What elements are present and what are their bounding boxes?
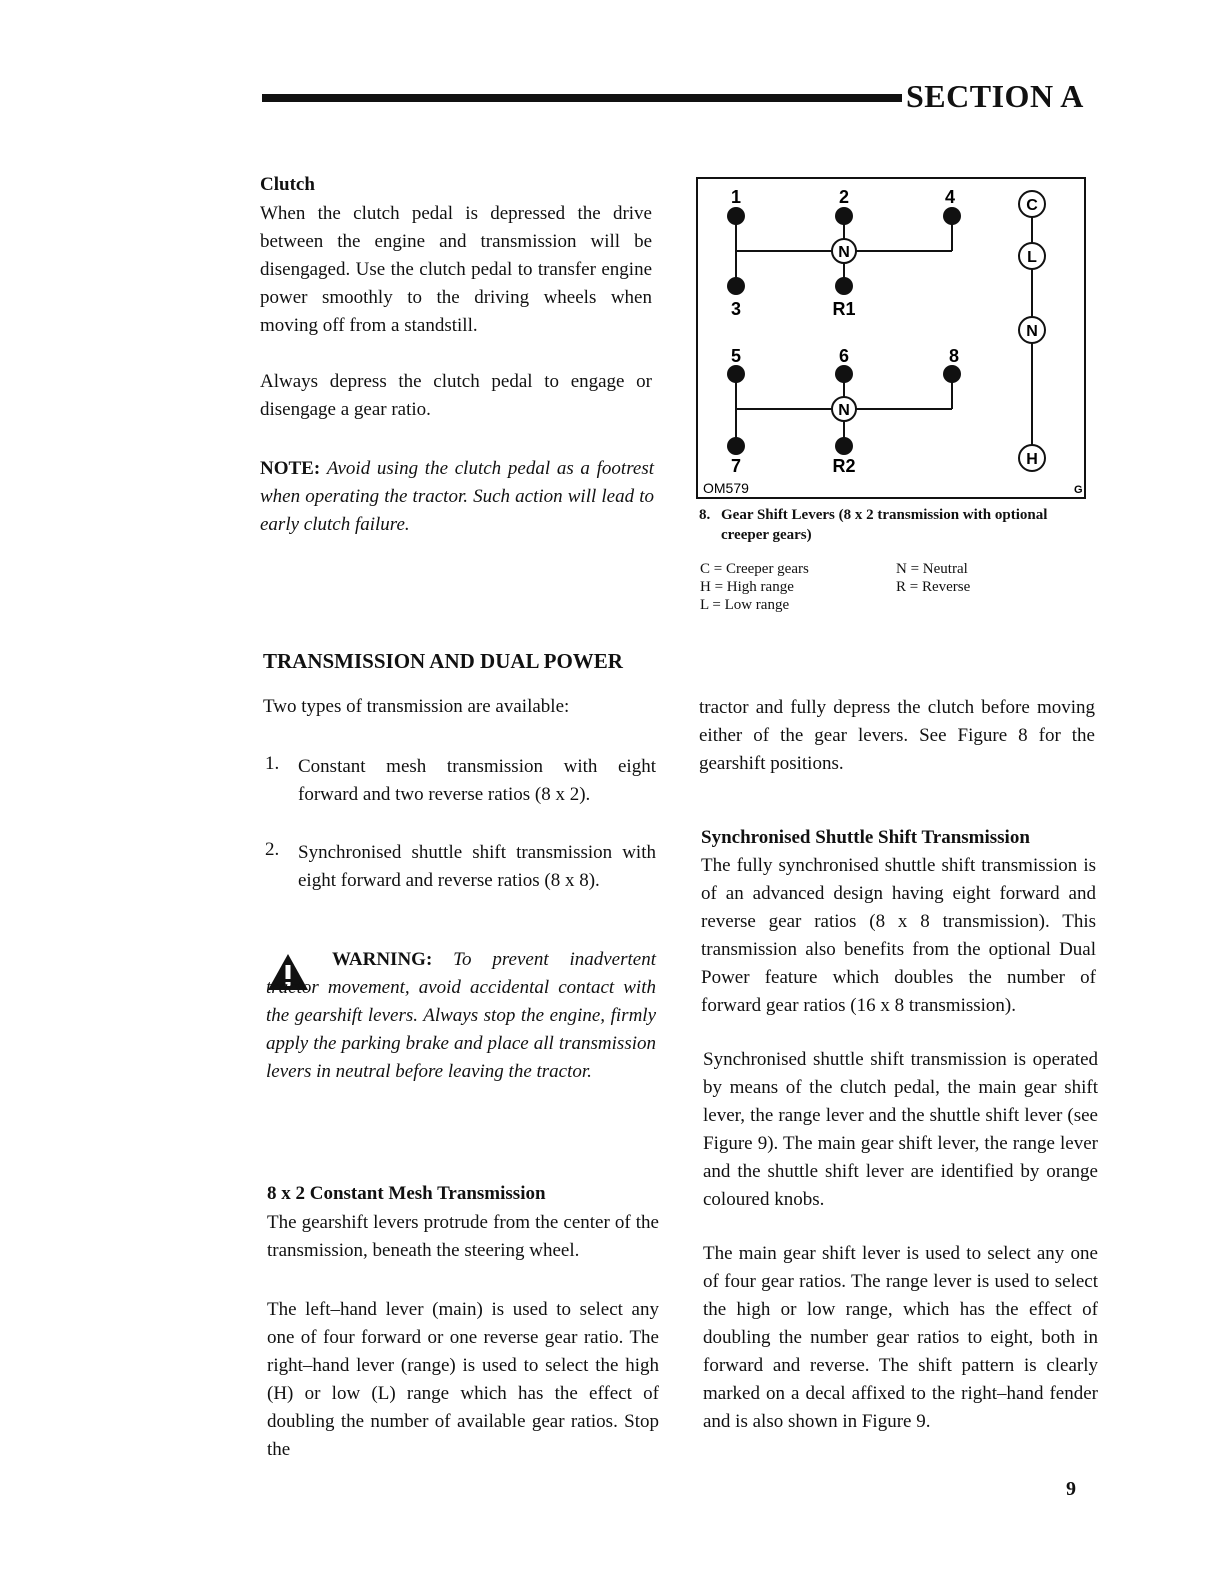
gear-knob-4	[943, 207, 961, 225]
clutch-note	[260, 455, 654, 539]
constant-mesh-heading: 8 x 2 Constant Mesh Transmission	[267, 1183, 546, 1204]
page-number: 9	[1066, 1478, 1076, 1500]
legend-low: L = Low range	[700, 597, 790, 613]
list-item-1-number: 1.	[265, 753, 280, 774]
transmission-intro: Two types of transmission are available:	[263, 696, 570, 717]
list-item-2-text: Synchronised shuttle shift transmission with eight forward and reverse ratios (8 x 8).	[298, 842, 656, 891]
warning-label: WARNING:	[332, 949, 433, 970]
constant-mesh-continued: tractor and fully depress the clutch before moving either of the gear levers. See Figure 8 for the gearshift positions.	[699, 697, 1095, 774]
gear-label-r2: R2	[832, 456, 856, 476]
section-title: SECTION A	[906, 78, 1084, 114]
figure-caption-number: 8.	[699, 507, 711, 523]
list-item-1-text: Constant mesh transmission with eight forward and two reverse ratios (8 x 2).	[298, 756, 656, 805]
gear-label-4: 4	[944, 187, 956, 207]
figure-corner-mark: G	[1074, 484, 1083, 496]
clutch-paragraph-1: When the clutch pedal is depressed the drive between the engine and transmission will be disengaged. Use the clutch pedal to transfer engine power smoothly to the driving wheels when moving off from a standstill.	[260, 203, 652, 336]
range-label-l: L	[1027, 249, 1037, 266]
constant-mesh-paragraph-1: The gearshift levers protrude from the center of the transmission, beneath the steering wheel.	[267, 1212, 659, 1261]
gear-label-1: 1	[730, 187, 742, 207]
range-label-c: C	[1026, 197, 1038, 214]
gear-knob-r1	[835, 277, 853, 295]
gear-label-r1: R1	[832, 299, 856, 319]
gear-knob-8	[943, 365, 961, 383]
note-text: Avoid using the clutch pedal as a footrest when operating the tractor. Such action will lead to early clutch failure.	[260, 458, 655, 535]
figure-caption: Gear Shift Levers (8 x 2 transmission with optional creeper gears)	[721, 507, 1048, 543]
gear-knob-5	[727, 365, 745, 383]
synchro-paragraph-1: The fully synchronised shuttle shift transmission is of an advanced design having eight forward and reverse gear ratios (8 x 8 transmission). This transmission also benefits from the optional Dual Power feature which doubles the number of forward gear ratios (16 x 8 transmission).	[701, 855, 1096, 1016]
legend-neutral: N = Neutral	[896, 561, 968, 577]
figure-legend-right	[896, 560, 970, 596]
legend-high: H = High range	[700, 579, 794, 595]
note-label: NOTE:	[260, 458, 321, 479]
gear-knob-7	[727, 437, 745, 455]
gear-knob-1	[727, 207, 745, 225]
gear-label-3: 3	[730, 299, 742, 319]
gear-knob-6	[835, 365, 853, 383]
synchro-paragraph-2: Synchronised shuttle shift transmission is operated by means of the clutch pedal, the main gear shift lever, the range lever and the shuttle shift lever (see Figure 9). The main gear shift lever, the range lever and the shuttle shift lever are identified by orange coloured knobs.	[703, 1049, 1098, 1210]
range-label-h: H	[1026, 451, 1038, 468]
clutch-paragraph-2: Always depress the clutch pedal to engage or disengage a gear ratio.	[260, 371, 652, 420]
warning-block	[266, 946, 656, 1086]
neutral-label-bottom: N	[838, 402, 850, 419]
legend-reverse: R = Reverse	[896, 579, 971, 595]
transmission-heading: TRANSMISSION AND DUAL POWER	[263, 649, 623, 673]
neutral-label-top: N	[838, 244, 850, 261]
clutch-heading: Clutch	[260, 174, 315, 195]
synchro-heading: Synchronised Shuttle Shift Transmission	[701, 827, 1030, 848]
legend-creeper: C = Creeper gears	[700, 561, 809, 577]
header-rule	[262, 94, 902, 102]
constant-mesh-paragraph-2: The left–hand lever (main) is used to select any one of four forward or one reverse gear ratio. The right–hand lever (range) is used to select the high (H) or low (L) range which has the effect of doubling the number of available gear ratios. Stop the	[267, 1299, 659, 1460]
warning-text: To prevent inadvertent tractor movement, avoid accidental contact with the gearshift levers. Always stop the engine, firmly apply the parking brake and place all transmission levers in neutral before leaving the tractor.	[266, 949, 657, 1082]
gear-label-2: 2	[838, 187, 850, 207]
figure-legend-left	[700, 560, 809, 614]
gear-knob-2	[835, 207, 853, 225]
list-item-2-number: 2.	[265, 839, 280, 860]
figure-code: OM579	[703, 480, 749, 496]
gear-knob-r2	[835, 437, 853, 455]
gear-shift-diagram	[698, 179, 1084, 497]
gear-knob-3	[727, 277, 745, 295]
gear-label-8: 8	[948, 346, 960, 366]
range-label-n: N	[1026, 323, 1038, 340]
synchro-paragraph-3: The main gear shift lever is used to select any one of four gear ratios. The range lever is used to select the high or low range, which has the effect of doubling the number gear ratios to eight, both in forward and reverse. The shift pattern is clearly marked on a decal affixed to the right–hand fender and is also shown in Figure 9.	[703, 1243, 1098, 1432]
gear-label-7: 7	[730, 456, 742, 476]
gear-label-6: 6	[838, 346, 850, 366]
gear-shift-figure	[696, 177, 1086, 499]
gear-label-5: 5	[730, 346, 742, 366]
